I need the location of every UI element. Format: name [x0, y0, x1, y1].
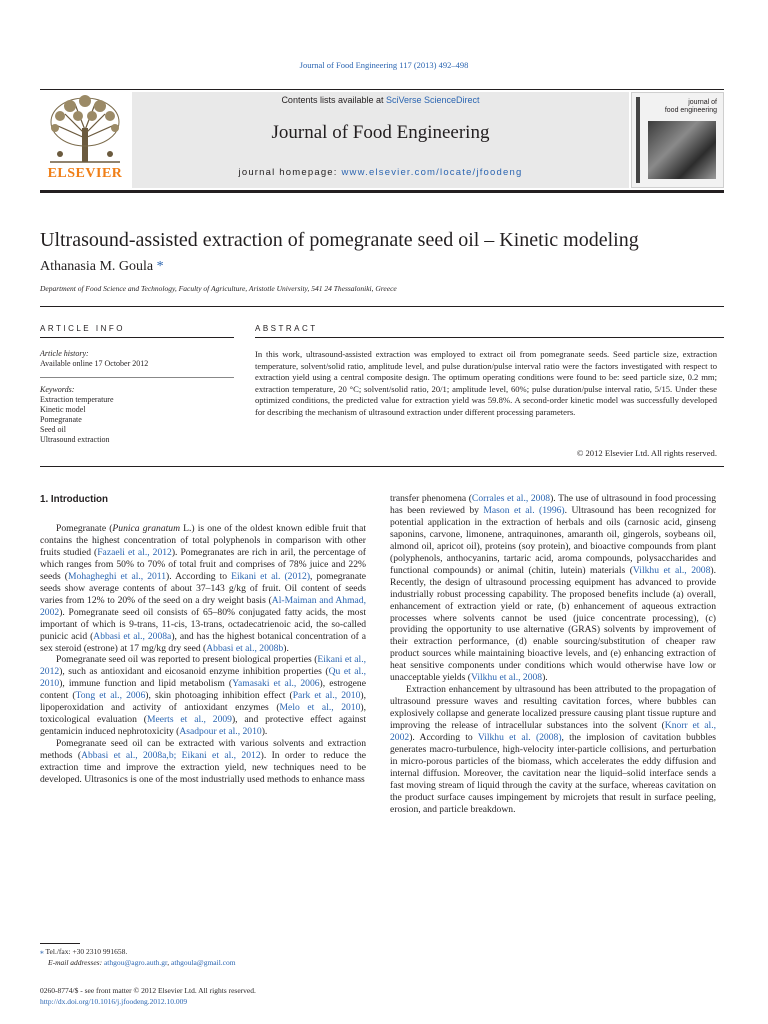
text-run: ), such as antioxidant and eicosanoid enzyme inhibition properties (: [59, 666, 329, 678]
keywords-block: Keywords: Extraction temperature Kinetic model Pomegranate Seed oil Ultrasound extraction: [40, 385, 234, 445]
citation-link[interactable]: Knorr et al., 2002: [390, 720, 716, 744]
citation-link[interactable]: Eikani et al., 2012: [40, 654, 367, 678]
citation-link[interactable]: Fazaeli et al., 2012: [97, 546, 172, 558]
front-matter: 0260-8774/$ - see front matter © 2012 Elsevier Ltd. All rights reserved. http://dx.doi.org/10.1016/j.jfoodeng.2012.10.009: [40, 986, 256, 1006]
header-top-rule: [40, 89, 724, 90]
text-run: ).: [283, 642, 289, 654]
sciencedirect-link[interactable]: SciVerse ScienceDirect: [386, 95, 480, 105]
citation-link[interactable]: Vilkhu et al., 2008: [470, 672, 543, 684]
keyword: Seed oil: [40, 425, 66, 434]
divider: [40, 337, 234, 338]
text-run: ). Recently, the design of ultrasound processing equipment has advanced to provide industrially robust processing capability. The proposed benefits include (a) overall, enhancement of extraction yield or rate, (b) enhancement of aqueous extraction processes where solvents cannot be used (juice concentrate processing), (c) providing the opportunity to use alternative (GRAS) solvents by improvement of their extraction performance, (d) enable sourcing/substitution of cheaper raw product sources while maintaining bioactive levels, and (e) enhancing extraction of heat sensitive components under conditions which would otherwise have low or unacceptable yields (: [390, 564, 716, 684]
text-run: ). Pomegranate seed oil consists of 65–80% conjugated fatty acids, the most important of which is 9-trans, 11-cis, 13-trans, octadecatrienoic acid, the so-called punicic acid (: [40, 606, 366, 642]
text-run: ), and protective effect against gentamicin induced nephrotoxicity (: [40, 714, 366, 738]
text-run: Extraction enhancement by ultrasound has been attributed to the propagation of ultrasound pressure waves and resulting cavitation forces, where bubbles can explosively collapse and generate localized pressure causing plant tissue rupture and improving the release of intracellular substances into the solvent (: [390, 684, 716, 732]
keyword: Pomegranate: [40, 415, 82, 424]
abstract-heading: ABSTRACT: [255, 324, 318, 333]
text-run: Pomegranate seed oil was reported to present biological properties (: [56, 654, 318, 666]
corresponding-author-mark[interactable]: *: [153, 259, 164, 274]
article-history: Article history: Available online 17 October 2012: [40, 349, 149, 368]
header-bottom-rule: [40, 190, 724, 193]
footnote-rule: [40, 943, 80, 944]
section-heading: 1. Introduction: [40, 494, 109, 505]
paragraph: [390, 493, 716, 684]
body-right-column: [390, 493, 716, 816]
text-run: ). Pomegranates are rich in aril, the percentage of which ranges from 50% to 70% of total fruit and comprises of 78% juice and 22% seeds (: [40, 546, 366, 582]
text-run: L.) is one of the oldest known edible fruit that contains the highest concentration of total polyphenols in comparison with other fruits studied (: [40, 523, 366, 558]
doi-link[interactable]: http://dx.doi.org/10.1016/j.jfoodeng.2012.10.009: [40, 997, 188, 1006]
text-run: ).: [542, 672, 548, 684]
body-left-column: [40, 523, 366, 786]
citation-link[interactable]: Tong et al., 2006: [75, 690, 146, 702]
paragraph: [40, 654, 366, 738]
text-run: ), estrogene content (: [40, 678, 366, 702]
keyword: Ultrasound extraction: [40, 435, 110, 444]
elsevier-wordmark: ELSEVIER: [47, 166, 123, 181]
text-run: Pomegranate seed oil can be extracted with various solvents and extraction methods (: [40, 738, 366, 762]
citation-link[interactable]: Abbasi et al., 2008a,b; Eikani et al., 2012: [81, 750, 261, 762]
citation-link[interactable]: Park et al., 2010: [292, 690, 361, 702]
citation-link[interactable]: Abbasi et al., 2008b: [206, 642, 284, 654]
keyword: Extraction temperature: [40, 395, 114, 404]
paragraph: [40, 523, 366, 654]
citation-link[interactable]: Melo et al., 2010: [279, 702, 361, 714]
divider: [40, 377, 234, 378]
divider: [40, 466, 724, 467]
citation-link[interactable]: Eikani et al. (2012): [231, 570, 311, 582]
citation-link[interactable]: Meerts et al., 2009: [146, 714, 232, 726]
abstract-copyright: © 2012 Elsevier Ltd. All rights reserved.: [576, 448, 717, 458]
text-run: ), toxicological evaluation (: [40, 702, 366, 726]
cover-title: journal of food engineering: [664, 99, 717, 114]
abstract-text: In this work, ultrasound-assisted extraction was employed to extract oil from pomegranate seeds. Seed particle size, extraction temperature, solvent/solid ratio, amplitude level, and pulse duration/pulse interval ratio were the factors investigated with respect to extraction yield using a central composite design. The optimum operating conditions were found to be: seed particle size, 0.2 mm; extraction temperature, 20 °C; solvent/solid ratio, 20/1; amplitude level, 60%; pulse duration/pulse interval ratio, 5/15. Under these optimized conditions, the predicted value for extraction yield was 59.8%. A second-order kinetic model was successfully developed for describing the mechanism of ultrasound extraction under different processing parameters.: [255, 349, 717, 417]
citation-link[interactable]: Vilkhu et al. (2008): [477, 732, 562, 744]
citation-link[interactable]: Yamasaki et al., 2006: [232, 678, 320, 690]
article-title: Ultrasound-assisted extraction of pomegranate seed oil – Kinetic modeling: [40, 229, 639, 251]
text-run: ). According to: [409, 732, 478, 744]
citation-link[interactable]: Asadpour et al., 2010: [179, 726, 262, 738]
text-run: ). The use of ultrasound in food processing has been reviewed by: [390, 493, 716, 516]
email-link[interactable]: athgou@agro.auth.gr: [103, 958, 168, 967]
footnote: ⁎ Tel./fax: +30 2310 991658. E-mail addresses: athgou@agro.auth.gr, athgoula@gmail.com: [40, 947, 236, 967]
citation-link[interactable]: Vilkhu et al., 2008: [632, 564, 711, 576]
text-run: , the implosion of cavitation bubbles generates macro-turbulence, high-velocity inter-particle collisions, and perturbation in micro-porous particles of the biomass, which accelerates the eddy diffusion and internal diffusion. Moreover, the cavitation near the liquid–solid interface sends a fast moving stream of liquid through the cavity at the surface, whereas cavitation on the product surface causes impingement by microjets that result in surface peeling, erosion, and particle breakdown.: [390, 732, 716, 815]
citation-link[interactable]: Al-Maiman and Ahmad, 2002: [40, 594, 366, 618]
citation-link[interactable]: Qu et al., 2010: [40, 666, 366, 690]
text-run: transfer phenomena (: [390, 493, 472, 504]
text-run: ), skin photoaging inhibition effect (: [145, 690, 293, 702]
citation-link[interactable]: Corrales et al., 2008: [471, 493, 551, 504]
text-run: ). According to: [166, 570, 232, 582]
citation-link[interactable]: Mohagheghi et al., 2011: [68, 570, 167, 582]
species-name: Punica granatum: [112, 523, 181, 534]
article-info-heading: ARTICLE INFO: [40, 324, 125, 333]
text-run: , pomegranate seeds show average contents of about 37–143 g/kg of fruit. Oil content of seeds varies from 12% to 20% of the seed on a dry weight basis (: [40, 570, 367, 606]
text-run: ), immune function and lipid metabolism (: [59, 678, 233, 690]
citation-link[interactable]: Mason et al. (1996): [483, 504, 565, 516]
text-run: ).: [261, 726, 268, 738]
email-link[interactable]: athgoula@gmail.com: [170, 958, 236, 967]
paragraph: [390, 684, 716, 815]
homepage-link[interactable]: www.elsevier.com/locate/jfoodeng: [341, 167, 523, 178]
journal-homepage: journal homepage: www.elsevier.com/locate/jfoodeng: [238, 167, 523, 178]
author-name: Athanasia M. Goula *: [40, 259, 164, 274]
text-run: ), lipoperoxidation and activity of antioxidant enzymes (: [40, 690, 366, 714]
keyword: Kinetic model: [40, 405, 86, 414]
citation-link[interactable]: Abbasi et al., 2008a: [93, 630, 172, 642]
affiliation: Department of Food Science and Technology, Faculty of Agriculture, Aristotle University, 541 24 Thessaloniki, Greece: [40, 284, 397, 293]
paragraph: [40, 738, 366, 786]
journal-title: Journal of Food Engineering: [271, 122, 490, 143]
text-run: ), and has the highest botanical concentration of a sex steroid (estrone) at 17 mg/kg dry seed (: [40, 630, 366, 654]
text-run: . Ultrasound has been recognized for potential application in the extraction of herbals and oils (carnosic acid, ginseng saponins, carvone, limonene, antraquinones, amaranth oil, gingerols, soybeans oil, almond oil, apricot oil), proteins (soy protein), and bioactive compounds from plant (polyphenols, anthocyanins, tartaric acid, aroma compounds, polysaccharides and functional compounds) or animal (chitin, lutein) materials (: [390, 504, 716, 576]
cover-image: [648, 121, 716, 179]
journal-citation[interactable]: Journal of Food Engineering 117 (2013) 492–498: [299, 60, 469, 70]
divider: [40, 306, 724, 307]
journal-cover-thumbnail[interactable]: [631, 92, 724, 188]
cover-strip: [636, 97, 640, 183]
text-run: Pomegranate (: [56, 523, 113, 534]
text-run: ). In order to reduce the extraction time and improve the extraction yield, new techniques need to be developed. Ultrasonics is one of the most industrially used methods to enhance mass: [40, 750, 367, 786]
contents-lists-line: Contents lists available at SciVerse ScienceDirect: [281, 95, 480, 105]
divider: [255, 337, 724, 338]
